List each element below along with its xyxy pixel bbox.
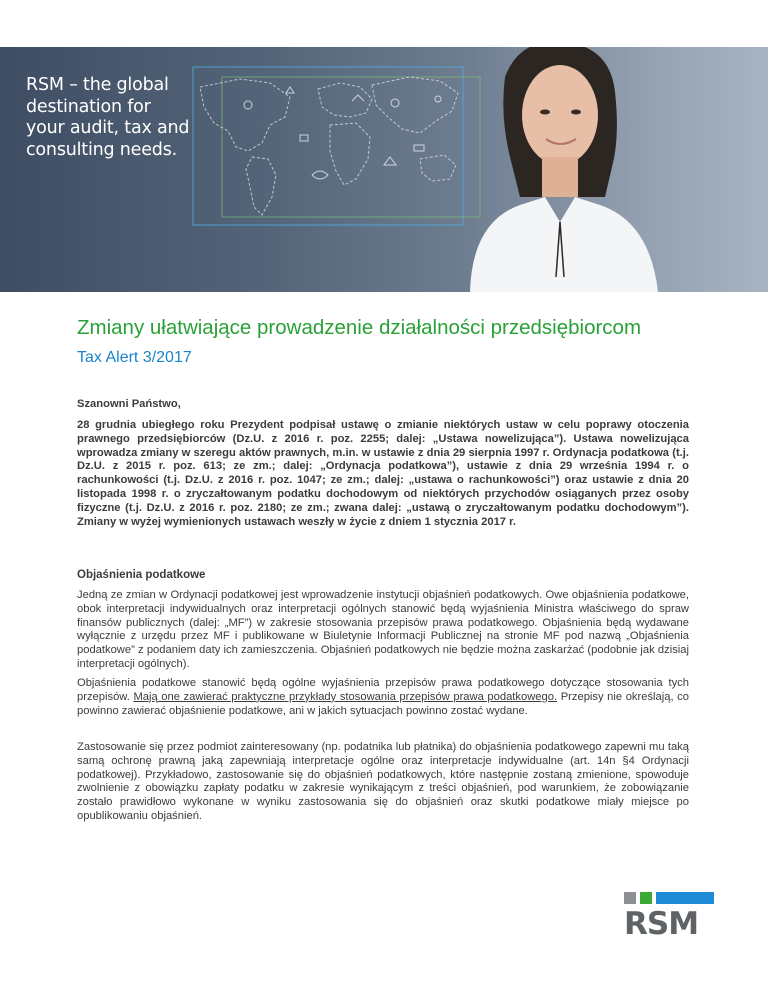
intro-text: 28 grudnia ubiegłego roku Prezydent podpisał ustawę o zmianie niektórych ustaw w celu poprawy otoczenia prawnego przedsiębiorców (Dz.U. z 2016 r. poz. 2255; dalej: „Ustawa nowelizująca”). Ustawa nowelizująca wprowadza zmiany w szeregu aktów prawnych, m.in. w ustawie z dnia 29 sierpnia 1997 r. Ordynacja podatkowa (t.j. Dz.U. z 2015 r. poz. 613; ze zm.; dalej: „Ordynacja podatkowa”), ustawie z dnia 29 września 1994 r. o rachunkowości (t.j. Dz.U. z 2016 r. poz. 1047; ze zm.; dalej: „ustawa o rachunkowości”) oraz ustawie z dnia 20 listopada 1998 r. o zryczałtowanym podatku dochodowym od niektórych przychodów osiąganych przez osoby fizyczne (t.j. Dz.U. z 2016 r. poz. 2180; ze zm.; zwana dalej: „ustawą o zryczałtowanym podatku dochodowym”). Zmiany w wyżej wymienionych ustawach weszły w życie z dniem 1 stycznia 2017 r. xyxy=(77,419,689,528)
intro-paragraph xyxy=(77,419,689,529)
rsm-logo xyxy=(624,892,714,954)
document-subtitle: Tax Alert 3/2017 xyxy=(77,349,192,366)
logo-blue-bar xyxy=(656,892,714,904)
tagline-line: consulting needs. xyxy=(26,139,177,160)
hero-banner xyxy=(0,47,768,292)
paragraph-3-text: Zastosowanie się przez podmiot zainteresowany (np. podatnika lub płatnika) do objaśnienia podatkowego zapewni mu taką samą ochronę prawną jaką zapewniają interpretacje ogólne oraz interpretacje indywidualne (art. 14n §4 Ordynacji podatkowej). Przykładowo, zastosowanie się do objaśnień podatkowych, które następnie zostaną zmienione, spowoduje zwolnienie z obowiązku zapłaty podatku w zakresie wynikającym z treści objaśnień, pod warunkiem, że zobowiązanie zostało prawidłowo wykonane w wyniku zastosowania się do objaśnień oraz skutki podatkowe miały miejsce po opublikowaniu objaśnień. xyxy=(77,741,689,822)
paragraph-2-underlined: Mają one zawierać praktyczne przykłady stosowania przepisów prawa podatkowego. xyxy=(133,690,558,703)
tagline-line: destination for xyxy=(26,96,151,117)
paragraph-1-text: Jedną ze zmian w Ordynacji podatkowej jest wprowadzenie instytucji objaśnień podatkowych. Owe objaśnienia podatkowe, obok interpretacji indywidualnych oraz interpretacji ogólnych stanowić będą wyjaśnienia Ministra właściwego do spraw finansów publicznych (dalej: „MF”) w zakresie stosowania przepisów prawa podatkowego. Objaśnienia będą wydawane wyłącznie z urzędu przez MF i publikowane w Biuletynie Informacji Publicznej na stronie MF pod nazwą „Objaśnienia podatkowe” z podaniem daty ich zamieszczenia. Objaśnień podatkowych nie będzie można zaskarżać (podobnie jak dzisiaj interpretacji ogólnych). xyxy=(77,589,689,670)
paragraph-2-before: Objaśnienia podatkowe stanowić będą ogólne wyjaśnienia przepisów prawa podatkowego dotyczące stosowania tych przepisów. xyxy=(77,677,689,703)
section-heading: Objaśnienia podatkowe xyxy=(77,569,206,581)
paragraph-2-after: Przepisy nie określają, co powinno zawierać objaśnienie podatkowe, ani w jakich sytuacjach powinno zostać wydane. xyxy=(77,690,689,717)
paragraph-2 xyxy=(77,677,689,718)
woman-portrait xyxy=(0,47,768,292)
paragraph-3 xyxy=(77,741,689,824)
tagline-line: RSM – the global xyxy=(26,75,169,95)
tagline-line: your audit, tax and xyxy=(26,118,190,138)
document-title: Zmiany ułatwiające prowadzenie działalności przedsiębiorcom xyxy=(77,316,642,339)
logo-green-square xyxy=(640,892,652,904)
logo-text: RSM xyxy=(624,906,699,942)
paragraph-2-text xyxy=(77,677,689,718)
paragraph-1 xyxy=(77,589,689,672)
greeting: Szanowni Państwo, xyxy=(77,398,181,410)
logo-grey-square xyxy=(624,892,636,904)
